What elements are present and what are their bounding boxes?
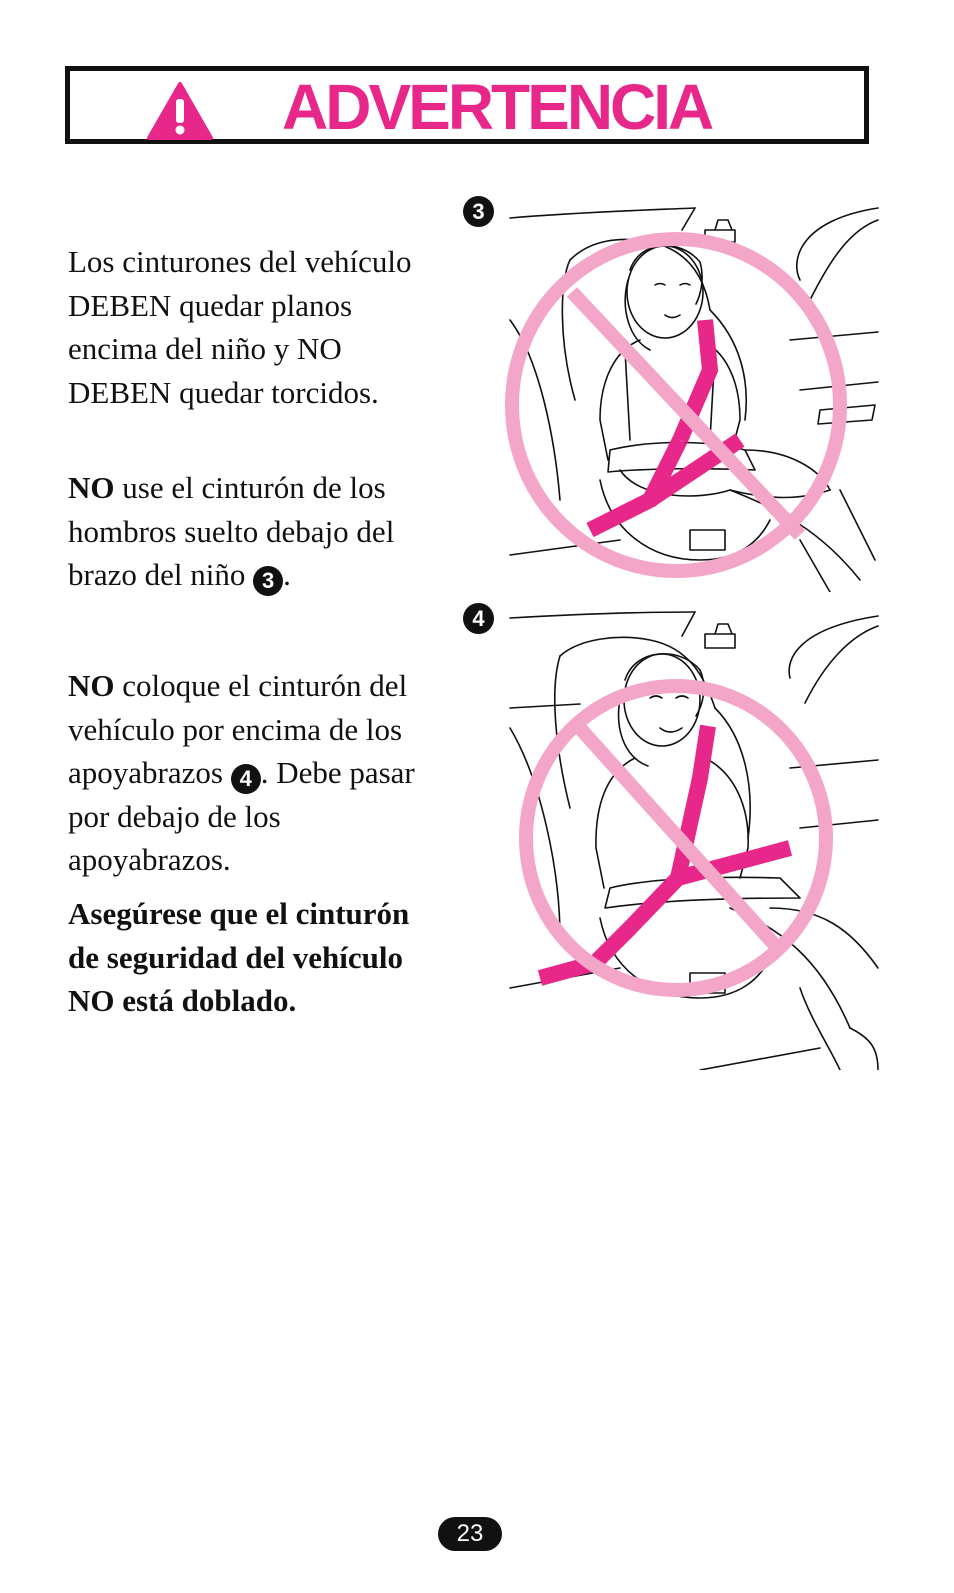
figure-3-illustration [500,200,880,592]
warning-banner [65,66,869,144]
figure-3-badge: 3 [463,196,494,227]
figure-4-badge: 4 [463,603,494,634]
warning-triangle-icon [146,81,214,141]
seat-belt-path-2 [540,726,790,978]
armrest-paragraph [68,664,443,882]
belt-not-folded-note: Asegúrese que el cinturón de seguridad del vehículo NO está doblado. [68,896,410,1018]
figure-4-illustration [500,608,880,1070]
no-label: NO [68,470,115,505]
shoulder-belt-paragraph [68,466,453,597]
armrest-text: coloque el cinturón del vehículo por encima de los apoyabrazos [68,668,408,790]
page-number: 23 [438,1517,502,1551]
prohibition-sign [512,239,840,571]
figure-4-reference-badge: 4 [231,764,261,794]
warning-title: ADVERTENCIA [282,71,712,143]
no-label-2: NO [68,668,115,703]
belt-flat-paragraph: Los cinturones del vehículo DEBEN quedar planos encima del niño y NO DEBEN quedar torcidos. [68,244,412,410]
period: . [283,557,291,592]
figure-3-reference-badge: 3 [253,566,283,596]
armrest-text-after: . Debe pasar por debajo de los apoyabrazos. [68,755,415,877]
shoulder-belt-text: use el cinturón de los hombros suelto debajo del brazo del niño [68,470,395,592]
